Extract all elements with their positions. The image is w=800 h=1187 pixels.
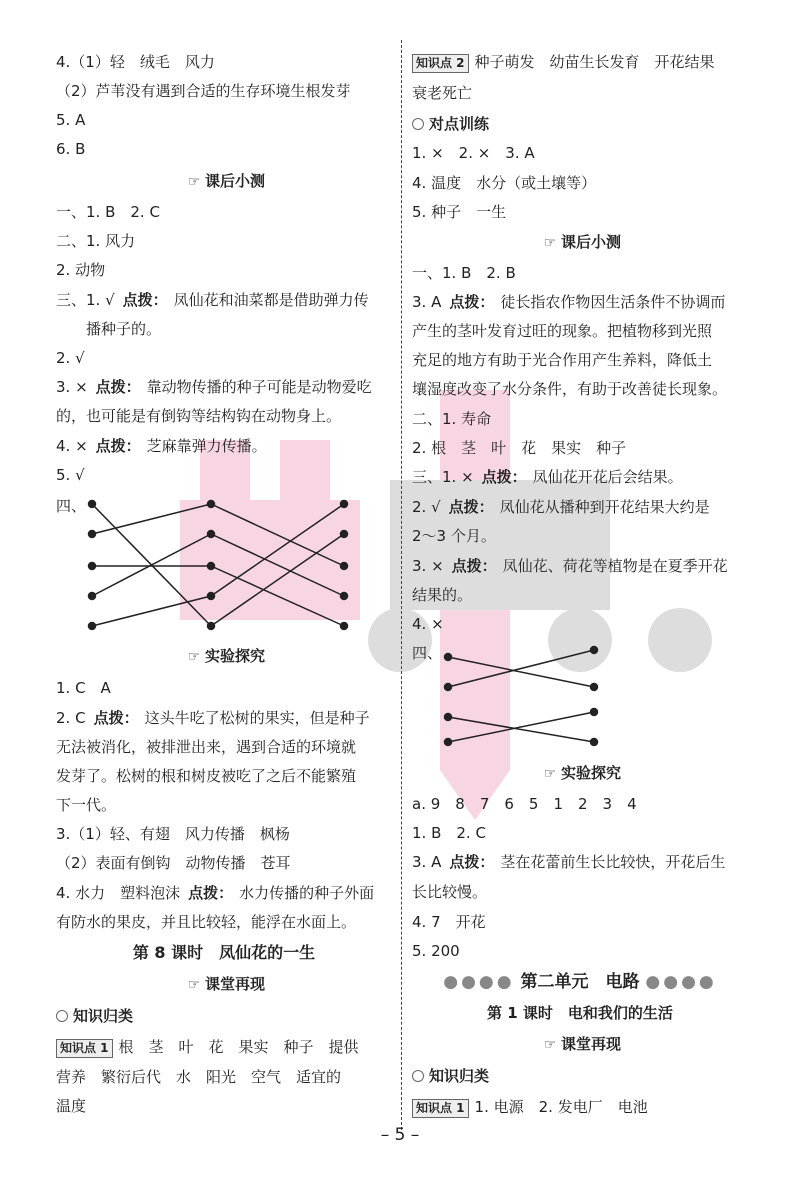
answer-line: 4. × 点拨： 芝麻靠弹力传播。 xyxy=(56,437,267,455)
answer-line: 3. × 点拨： 凤仙花、荷花等植物是在夏季开花 xyxy=(412,557,728,575)
subsection-heading: 知识归类 xyxy=(412,1066,489,1086)
answer-line: 5. 种子 一生 xyxy=(412,203,507,221)
circle-bullet-icon xyxy=(56,1010,68,1022)
answer-line: 2. √ xyxy=(56,349,85,367)
answer-line: 2. √ 点拨： 凤仙花从播种到开花结果大约是 xyxy=(412,498,710,516)
matching-diagram xyxy=(86,494,356,634)
answer-line: 产生的茎叶发育过旺的现象。把植物移到光照 xyxy=(412,322,713,340)
answer-line: 4.（1）轻 绒毛 风力 xyxy=(56,53,215,71)
answer-line: 播种子的。 xyxy=(86,320,162,338)
answer-line: 3. A 点拨： 徒长指农作物因生活条件不协调而 xyxy=(412,293,726,311)
answer-line: 2. 动物 xyxy=(56,261,106,279)
circle-bullet-icon xyxy=(412,118,424,130)
answer-line: 5. √ xyxy=(56,466,85,484)
answer-line: 知识点 1 根 茎 叶 花 果实 种子 提供 xyxy=(56,1037,359,1058)
pointing-hand-icon: ☞ xyxy=(543,1037,557,1053)
dots-decoration-icon: ●●●● xyxy=(645,972,717,992)
pointing-hand-icon: ☞ xyxy=(187,174,201,190)
column-divider xyxy=(401,40,402,1130)
answer-line: 有防水的果皮，并且比较轻，能浮在水面上。 xyxy=(56,913,357,931)
answer-line: 2. C 点拨： 这头牛吃了松树的果实，但是种子 xyxy=(56,709,370,727)
circle-bullet-icon xyxy=(412,1070,424,1082)
answer-line: 2～3 个月。 xyxy=(412,527,496,545)
matching-diagram xyxy=(442,642,602,752)
answer-line: 5. 200 xyxy=(412,942,460,960)
answer-line: 充足的地方有助于光合作用产生养料，降低土 xyxy=(412,351,713,369)
answer-line: 营养 繁衍后代 水 阳光 空气 适宜的 xyxy=(56,1068,342,1086)
pointing-hand-icon: ☞ xyxy=(187,977,201,993)
answer-line: 四、 xyxy=(412,644,443,662)
answer-line: 1. × 2. × 3. A xyxy=(412,144,535,162)
section-heading: ☞ 课后小测 xyxy=(412,232,748,253)
answer-line: 知识点 1 1. 电源 2. 发电厂 电池 xyxy=(412,1097,648,1118)
answer-line: 长比较慢。 xyxy=(412,883,488,901)
section-heading: ☞ 实验探究 xyxy=(412,763,748,784)
answer-line: 二、1. 风力 xyxy=(56,232,136,250)
answer-line: 1. C A xyxy=(56,679,111,697)
answer-line: a. 9 8 7 6 5 1 2 3 4 xyxy=(412,795,637,813)
answer-line: 3. A 点拨： 茎在花蕾前生长比较快，开花后生 xyxy=(412,853,726,871)
answer-line: 2. 根 茎 叶 花 果实 种子 xyxy=(412,439,627,457)
answer-line: 4. 温度 水分（或土壤等） xyxy=(412,174,597,192)
answer-line: 1. B 2. C xyxy=(412,824,486,842)
knowledge-point-tag: 知识点 1 xyxy=(56,1039,113,1058)
answer-line: 5. A xyxy=(56,111,86,129)
answer-line: 发芽了。松树的根和树皮被吃了之后不能繁殖 xyxy=(56,767,357,785)
answer-line: 4. 水力 塑料泡沫 点拨： 水力传播的种子外面 xyxy=(56,884,375,902)
answer-line: 四、 xyxy=(56,497,87,515)
answer-line: 三、1. √ 点拨： 凤仙花和油菜都是借助弹力传 xyxy=(56,291,369,309)
answer-line: 的，也可能是有倒钩等结构钩在动物身上。 xyxy=(56,407,342,425)
answer-line: 三、1. × 点拨： 凤仙花开花后会结果。 xyxy=(412,468,683,486)
pointing-hand-icon: ☞ xyxy=(543,235,557,251)
answer-line: 一、1. B 2. B xyxy=(412,264,516,282)
page-number: – 5 – xyxy=(380,1125,420,1145)
dots-decoration-icon: ●●●● xyxy=(443,972,515,992)
unit-title: ●●●● 第二单元 电路 ●●●● xyxy=(443,972,717,992)
section-heading: ☞ 课后小测 xyxy=(56,171,392,192)
answer-line: 4. 7 开花 xyxy=(412,913,486,931)
answer-line: 结果的。 xyxy=(412,586,473,604)
answer-line: 知识点 2 种子萌发 幼苗生长发育 开花结果 xyxy=(412,52,715,73)
section-heading: ☞ 课堂再现 xyxy=(412,1034,748,1055)
answer-line: 壤湿度改变了水分条件，有助于改善徒长现象。 xyxy=(412,380,728,398)
pointing-hand-icon: ☞ xyxy=(543,766,557,782)
answer-line: 6. B xyxy=(56,140,86,158)
section-heading: ☞ 课堂再现 xyxy=(56,974,392,995)
answer-line: 温度 xyxy=(56,1097,87,1115)
answer-line: （2）芦苇没有遇到合适的生存环境生根发芽 xyxy=(56,82,351,100)
answer-line: 衰老死亡 xyxy=(412,84,473,102)
answer-line: （2）表面有倒钩 动物传播 苍耳 xyxy=(56,854,291,872)
answer-line: 3.（1）轻、有翅 风力传播 枫杨 xyxy=(56,825,290,843)
knowledge-point-tag: 知识点 2 xyxy=(412,54,469,73)
pointing-hand-icon: ☞ xyxy=(187,649,201,665)
answer-line: 下一代。 xyxy=(56,796,117,814)
answer-line: 4. × xyxy=(412,615,444,633)
section-heading: ☞ 实验探究 xyxy=(56,646,392,667)
answer-line: 二、1. 寿命 xyxy=(412,410,492,428)
answer-line: 一、1. B 2. C xyxy=(56,203,160,221)
lesson-title: 第 8 课时 凤仙花的一生 xyxy=(132,943,316,962)
subsection-heading: 知识归类 xyxy=(56,1006,133,1026)
subsection-heading: 对点训练 xyxy=(412,114,489,134)
answer-line: 无法被消化，被排泄出来，遇到合适的环境就 xyxy=(56,738,357,756)
answer-line: 3. × 点拨： 靠动物传播的种子可能是动物爱吃 xyxy=(56,378,372,396)
knowledge-point-tag: 知识点 1 xyxy=(412,1099,469,1118)
lesson-title: 第 1 课时 电和我们的生活 xyxy=(487,1004,673,1022)
